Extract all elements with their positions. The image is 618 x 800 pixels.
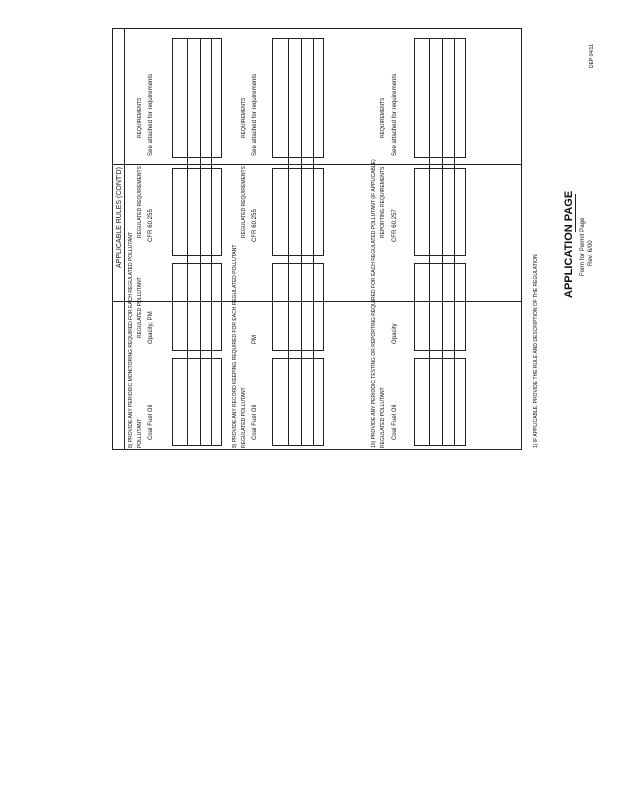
footer-line-2: Rev. 6/00	[588, 240, 594, 266]
section-1-grid-line-1	[187, 38, 188, 446]
section-1-entry-4: See attached for requirements	[148, 73, 154, 156]
section-3-grid-line-2	[442, 38, 443, 446]
section-1-entry-3: CFR 60.255	[148, 209, 154, 242]
section-1-box-2	[172, 263, 222, 351]
section-3-entry-4: See attached for requirements	[392, 73, 398, 156]
section-1-col-2: REGULATED POLLUTANT	[137, 277, 143, 338]
section-1-col-1: POLLUTANT	[137, 418, 143, 448]
section-2-entry-1: Coal Fuel Oil	[252, 404, 258, 440]
section-3-entry-2: Opacity	[392, 323, 398, 344]
section-1-entry-2: Opacity, PM	[148, 311, 154, 344]
section-2-box-1	[272, 358, 324, 446]
section-3-entry-1: Coal Fuel Oil	[392, 404, 398, 440]
form-title: APPLICABLE RULES (CONT'D)	[116, 167, 123, 268]
title-band-rule	[124, 28, 125, 450]
section-1-entry-1: Coal Fuel Oil	[148, 404, 154, 440]
section-3-col-4: REQUIREMENTS	[380, 97, 386, 138]
section-2-box-4	[272, 38, 324, 158]
section-2-box-2	[272, 263, 324, 351]
section-2-grid-line-3	[313, 38, 314, 446]
section-2-grid-line-1	[288, 38, 289, 446]
footer-line-1: Form for Permit Page	[580, 217, 586, 276]
section-1-grid-line-3	[211, 38, 212, 446]
section-1-box-4	[172, 38, 222, 158]
section-divider-1	[112, 164, 522, 165]
section-1-col-4: REQUIREMENTS	[137, 97, 143, 138]
section-2-box-3	[272, 168, 324, 256]
section-1-box-1	[172, 358, 222, 446]
form-code: DEP 04/11	[589, 44, 595, 68]
section-2-entry-3: CFR 60.255	[252, 209, 258, 242]
section-2-header: 9) PROVIDE ANY RECORD KEEPING REQUIRED FOR EACH REGULATED POLLUTANT	[232, 244, 238, 448]
section-1-col-3: REGULATED REQUIREMENTS	[137, 166, 143, 238]
section-3-col-1: REGULATED POLLUTANT	[380, 387, 386, 448]
section-2-col-1: REGULATED POLLUTANT	[241, 387, 247, 448]
application-page-label: APPLICATION PAGE	[563, 190, 575, 298]
section-3-box-3	[414, 168, 466, 256]
section-1-header: 8) PROVIDE ANY PERIODIC MONITORING REQUIRED FOR EACH REGULATED POLLUTANT	[128, 231, 134, 448]
section-1-grid-line-2	[200, 38, 201, 446]
section-3-box-2	[414, 263, 466, 351]
section-2-col-3: REGULATED REQUIREMENTS	[241, 166, 247, 238]
section-3-entry-3: CFR 60.257	[392, 209, 398, 242]
section-3-box-4	[414, 38, 466, 158]
section-2-entry-2: PM	[252, 334, 258, 344]
section-3-header: 10) PROVIDE ANY PERIODIC TESTING OR REPORTING REQUIRED FOR EACH REGULATED POLLUTANT (IF APPLICABLE)	[371, 159, 377, 448]
section-2-grid-line-2	[301, 38, 302, 446]
footnote: 1) IF APPLICABLE, PROVIDE THE RULE AND DESCRIPTION OF THE REGULATION	[533, 254, 539, 448]
section-3-box-1	[414, 358, 466, 446]
section-3-grid-line-1	[429, 38, 430, 446]
section-1-box-3	[172, 168, 222, 256]
section-2-entry-4: See attached for requirements	[252, 73, 258, 156]
permit-application-form	[72, 8, 595, 588]
section-3-grid-line-3	[454, 38, 455, 446]
page-number-blank	[575, 194, 576, 232]
section-3-col-3: REPORTING REQUIREMENTS	[380, 166, 386, 238]
section-2-col-4: REQUIREMENTS	[241, 97, 247, 138]
